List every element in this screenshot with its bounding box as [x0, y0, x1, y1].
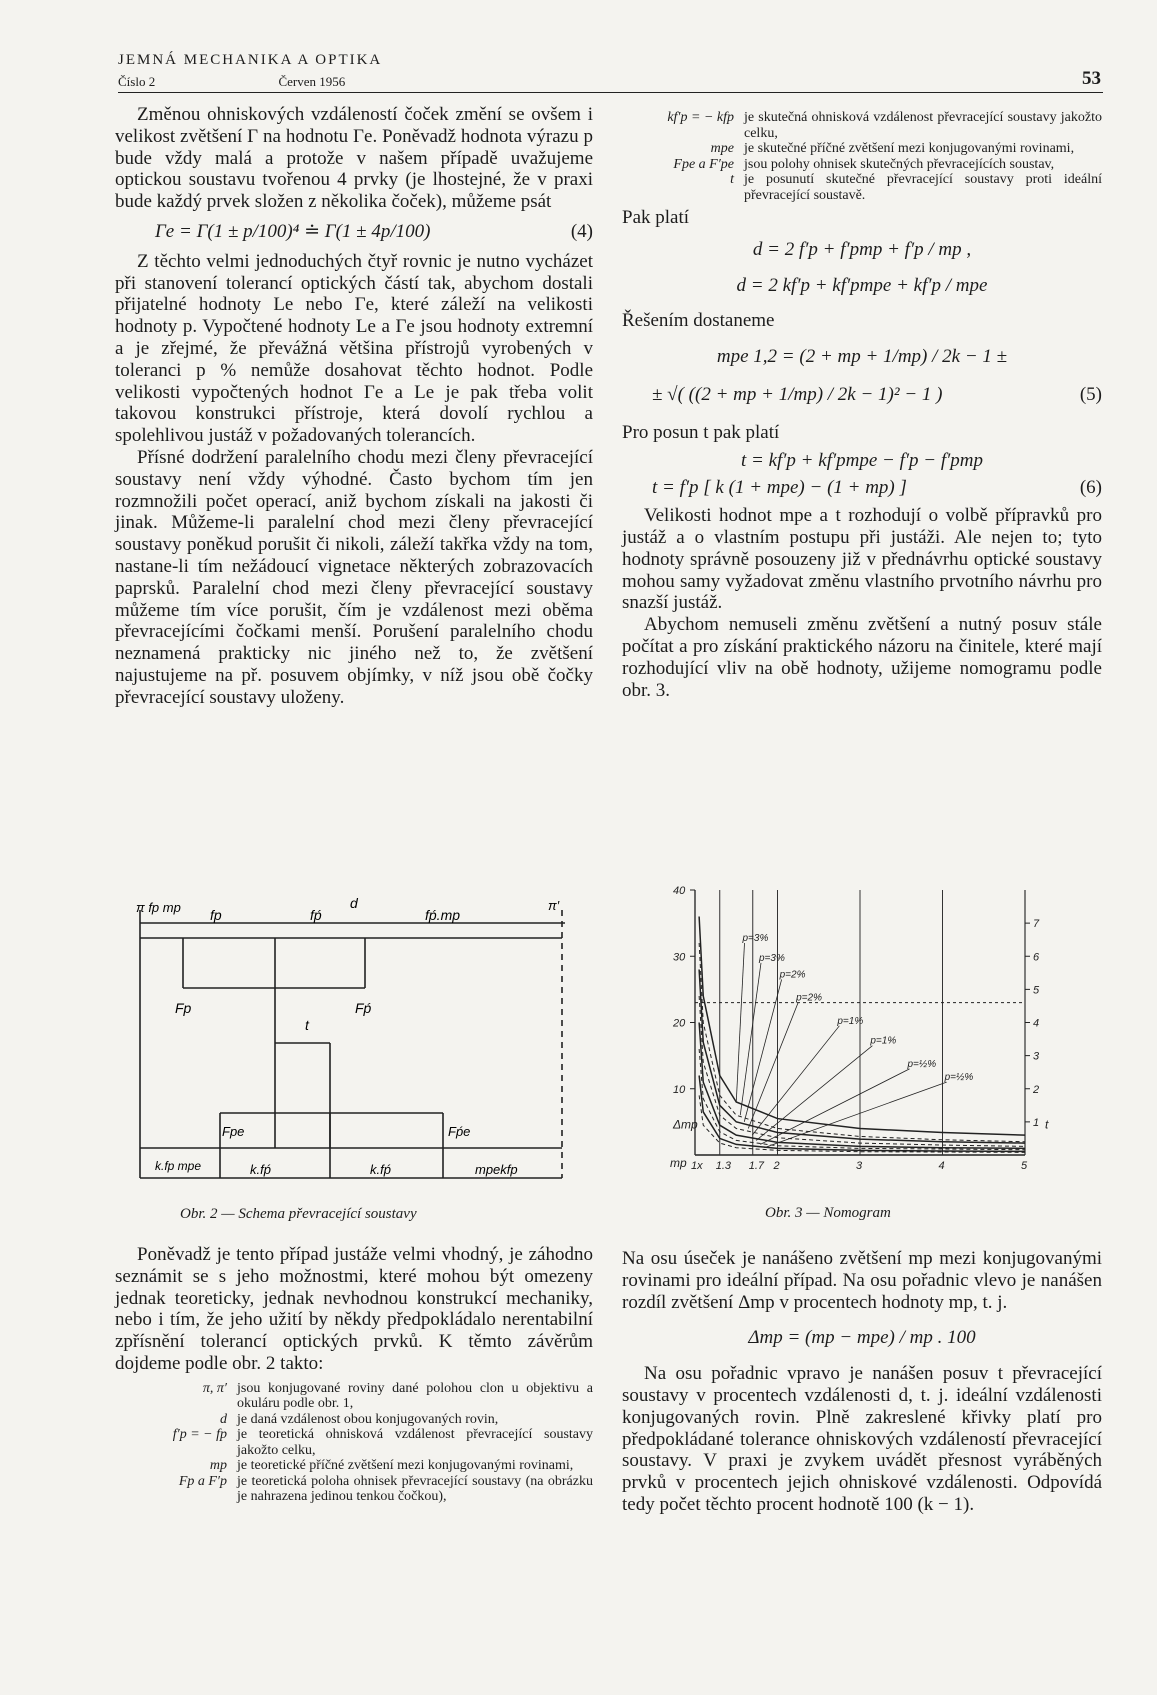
def-desc-4: je teoretické příčné zvětšení mezi konjugovanými rovinami,	[237, 1458, 574, 1474]
series-line	[699, 1095, 1025, 1152]
rdef-desc-3: jsou polohy ohnisek skutečných převracejících soustav,	[744, 156, 1055, 172]
x-tick-label: 3	[856, 1160, 863, 1172]
left-paragraph-2: Z těchto velmi jednoduchých čtyř rovnic je nutno vycházet při stanovení tolerancí optických částí tak, abychom dostali přijatelné hodnoty Le nebo Γe, které záleží na velikosti hodnoty p. Vypočtené hodnoty Le a Γe jsou hodnoty extremní a je zřejmé, že převážná většina přístrojů vyrobených v toleranci p % nemůže dosahovat těchto hodnot. Podle velikosti vypočtených hodnot Γe a Le je pak třeba volit takovou konstrukci přístroje, která dovolí rychlou a spolehlivou justáž v požadovaných tolerancích.	[115, 250, 593, 447]
left-paragraph-4: Poněvadž je tento případ justáže velmi vhodný, je záhodno seznámit se s jeho možnostmi, které mohou být omezeny jednak teoreticky, jednak nevhodnou konstrukcí mechaniky, nebo i tím, že jeho užití by někdy předpokládalo nerentabilní zpřísnění tolerancí optických prvků. K těmto závěrům dojdeme podle obr. 2 takto:	[115, 1244, 593, 1374]
figure-2-schema	[130, 898, 580, 1188]
issue-line	[118, 74, 465, 90]
series-leader	[744, 979, 781, 1121]
y2-tick-label: 3	[1033, 1050, 1040, 1063]
series-line	[699, 943, 1025, 1142]
def-term-2: d	[220, 1411, 227, 1427]
series-leader	[740, 963, 761, 1115]
fig2-label-fp: fp	[210, 907, 222, 923]
fig2-label-fp-mp: fṕ.mp	[425, 907, 461, 923]
fig2-label-kfp-prime: k.fṕ	[250, 1162, 271, 1177]
x-tick-label: 1x	[691, 1160, 703, 1172]
fig2-label-pi: π fp mp	[136, 900, 181, 915]
def-desc-3: je teoretická ohnisková vzdálenost převracející soustavy jakožto celku,	[237, 1427, 593, 1458]
equation-4-body: Γe = Γ(1 ± p/100)⁴ ≐ Γ(1 ± 4p/100)	[155, 220, 431, 242]
series-label: p=1%	[837, 1015, 864, 1027]
rdef-term-1: kf′p = − kfp	[667, 110, 734, 125]
y2-axis-label: t	[1045, 1117, 1049, 1132]
right-paragraph-2: Abychom nemuseli změnu zvětšení a nutný posuv stále počítat a pro získání praktického názoru na činitele, které mají rozhodující vliv na obě hodnoty, užijeme nomogramu podle obr. 3.	[622, 614, 1102, 701]
series-label: p=2%	[796, 992, 822, 1004]
fig2-label-fp-prime: fṕ	[310, 907, 322, 923]
figure-3-caption: Obr. 3 — Nomogram	[765, 1205, 891, 1221]
series-label: p=1%	[870, 1035, 897, 1047]
equation-d2: d = 2 kf′p + kf′pmpe + kf′p / mpe	[736, 274, 988, 296]
right-paragraph-4: Na osu pořadnic vpravo je nanášen posuv t převracející soustavy v procentech vzdálenosti d, t. j. ideální vzdálenosti konjugovaných rovin. Plně zakreslené křivky platí pro předpokládané tolerance ohniskových vzdáleností převracející soustavy. V praxi je zvykem uvádět přesnost vyráběných prvků v procentech jejich ohniskové vzdálenosti. Odpovídá tedy počet těchto procent hodnotě 100 (k − 1).	[622, 1363, 1102, 1515]
pak-plati: Pak platí	[622, 207, 690, 228]
def-term-3: f′p = − fp	[172, 1427, 227, 1443]
def-term-1: π, π′	[202, 1380, 227, 1396]
rdef-desc-1: je skutečná ohnisková vzdálenost převracející soustavy jakožto celku,	[744, 110, 1102, 141]
equation-6b: t = f′p [ k (1 + mpe) − (1 + mp) ]	[652, 477, 907, 499]
def-term-5: Fp a F′p	[178, 1473, 227, 1489]
series-label: p=3%	[759, 952, 785, 964]
left-paragraph-1: Změnou ohniskových vzdáleností čoček změní se ovšem i velikost zvětšení Γ na hodnotu Γe. Poněvadž hodnota výrazu p bude vždy malá a protože v našem případě uvažujeme optickou soustavu tvořenou 4 prvky (je lhostejné, že v praxi bude každý prvek složen z několika čoček), můžeme psát	[115, 104, 593, 213]
issue-number: Číslo 2	[118, 74, 156, 89]
y-tick-label: 10	[673, 1083, 686, 1096]
figure-2-caption: Obr. 2 — Schema převracející soustavy	[180, 1206, 417, 1222]
fig2-label-t: t	[305, 1017, 309, 1033]
left-paragraph-3: Přísné dodržení paralelního chodu mezi členy převracející soustavy není vždy výhodné. Často bychom tím jen rozmnožili počet operací, aniž bychom získali na jakosti či jinak. Můžeme-li paralelní chod mezi členy převracející soustavy poněkud porušit či nikoli, záleží takřka vždy na tom, nastane-li tím nežádoucí vignetace některých zobrazovacích paprsků. Paralelní chod mezi členy převracející soustavy můžeme tím více porušit, čím je vzdálenost mezi oběma převracejícími čočkami menší. Porušení paralelního chodu neznamená prakticky nic jiného než to, že zvětšení najustujeme na př. posuvem objímky, v níž jsou obě čočky převracející soustavy uloženy.	[115, 446, 593, 708]
equation-5a: mpe 1,2 = (2 + mp + 1/mp) / 2k − 1 ±	[716, 346, 1008, 368]
fig2-label-Fp: Fp	[175, 1000, 192, 1016]
series-leader	[756, 1046, 872, 1141]
equation-6b-row	[622, 477, 1102, 499]
equation-6a: t = kf′p + kf′pmpe − f′p − f′pmp	[740, 449, 984, 471]
x-tick-label: 2	[773, 1160, 780, 1172]
def-desc-1: jsou konjugované roviny dané polohou clon u objektivu a okuláru podle obr. 1,	[237, 1380, 593, 1412]
equation-4-number: (4)	[570, 220, 593, 242]
series-line	[699, 1049, 1025, 1150]
figure-3-nomogram	[640, 875, 1080, 1195]
equation-5b-row	[622, 384, 1102, 406]
left-column-top	[115, 104, 593, 709]
rdef-desc-4: je posunutí skutečné převracející soustavy proti ideální převracející soustavě.	[744, 172, 1102, 203]
series-leader	[736, 943, 744, 1102]
series-leader	[748, 1003, 798, 1129]
left-column-bottom	[115, 1244, 593, 1505]
right-column-top	[622, 110, 1102, 701]
def-term-4: mp	[209, 1458, 227, 1474]
y2-tick-label: 6	[1033, 951, 1040, 964]
reseni-text: Řešením dostaneme	[622, 310, 775, 332]
fig2-label-Fpe: Fpe	[222, 1124, 245, 1139]
fig2-label-kfp2: k.fṕ	[370, 1162, 391, 1177]
y2-tick-label: 4	[1033, 1017, 1040, 1030]
y2-tick-label: 5	[1033, 984, 1040, 997]
fig2-label-d: d	[350, 898, 358, 911]
right-paragraph-1: Velikosti hodnot mpe a t rozhodují o volbě přípravků pro justáž a o vlastním postupu při justáži. Ale nejen to; tyto hodnoty správně posouzeny již v přednávrhu optické soustavy mohou samy vyžadovat změnu vlastního prvotního návrhu pro snazší justáž.	[622, 505, 1102, 614]
y-tick-label: 30	[673, 951, 686, 964]
posun-text: Pro posun t pak platí	[622, 421, 780, 443]
series-label: p=2%	[779, 969, 806, 981]
page-number: 53	[1082, 68, 1101, 89]
y2-tick-label: 2	[1033, 1083, 1040, 1096]
x-tick-label: 1.7	[748, 1160, 765, 1172]
fig2-label-Fp-prime: Fṕ	[355, 1000, 372, 1016]
def-desc-2: je daná vzdálenost obou konjugovaných rovin,	[237, 1411, 499, 1427]
series-leader	[760, 1069, 909, 1145]
rdef-term-3: Fpe a F′pe	[673, 156, 734, 172]
left-definitions	[115, 1381, 593, 1505]
y-tick-label: 20	[673, 1017, 686, 1030]
y-axis-label: Δmp	[673, 1117, 698, 1132]
x-tick-label: 1.3	[715, 1160, 732, 1172]
equation-5-number: (5)	[1079, 383, 1102, 405]
right-definitions	[622, 110, 1102, 203]
equation-5b: ± √( ((2 + mp + 1/mp) / 2k − 1)² − 1 )	[652, 383, 943, 405]
rdef-desc-2: je skutečné příčné zvětšení mezi konjugovanými rovinami,	[744, 141, 1075, 156]
header-rule	[118, 92, 1103, 93]
series-label: p=½%	[944, 1072, 974, 1084]
fig2-label-kfp-mpe: k.fp mpe	[155, 1159, 202, 1173]
journal-title: JEMNÁ MECHANIKA A OPTIKA	[118, 52, 383, 68]
y2-tick-label: 7	[1033, 918, 1040, 931]
series-label: p=½%	[907, 1058, 937, 1070]
right-paragraph-3: Na osu úseček je nanášeno zvětšení mp mezi konjugovanými rovinami pro ideální případ. Na osu pořadnic vlevo je nanášen rozdíl zvětšení Δmp v procentech hodnoty mp, t. j.	[622, 1248, 1102, 1313]
rdef-term-2: mpe	[710, 141, 734, 156]
series-label: p=3%	[742, 933, 769, 944]
series-line	[699, 1076, 1025, 1152]
x-tick-label: 4	[938, 1160, 945, 1172]
def-desc-5: je teoretická poloha ohnisek převracející soustavy (na obrázku je nahrazena jedinou tenkou čočkou),	[237, 1473, 593, 1505]
fig2-label-pi-prime: π′	[548, 898, 560, 913]
rdef-term-4: t	[730, 172, 734, 187]
issue-date: Červen 1956	[278, 74, 346, 89]
series-leader	[764, 1082, 946, 1148]
fig2-label-mpekfp: mpekfp	[475, 1162, 518, 1177]
x-axis-label: mp	[670, 1156, 687, 1170]
equation-4	[155, 221, 593, 243]
equation-d1: d = 2 f′p + f′pmp + f′p / mp ,	[752, 238, 972, 260]
right-column-bottom	[622, 1248, 1102, 1516]
fig2-label-Fpe-prime: Fṕe	[448, 1124, 471, 1139]
y2-tick-label: 1	[1033, 1116, 1040, 1129]
y-tick-label: 40	[673, 885, 686, 897]
x-tick-label: 5	[1021, 1160, 1028, 1172]
equation-6-number: (6)	[1079, 477, 1102, 499]
equation-delta-m: Δmp = (mp − mpe) / mp . 100	[748, 1327, 976, 1349]
series-line	[699, 1023, 1025, 1149]
